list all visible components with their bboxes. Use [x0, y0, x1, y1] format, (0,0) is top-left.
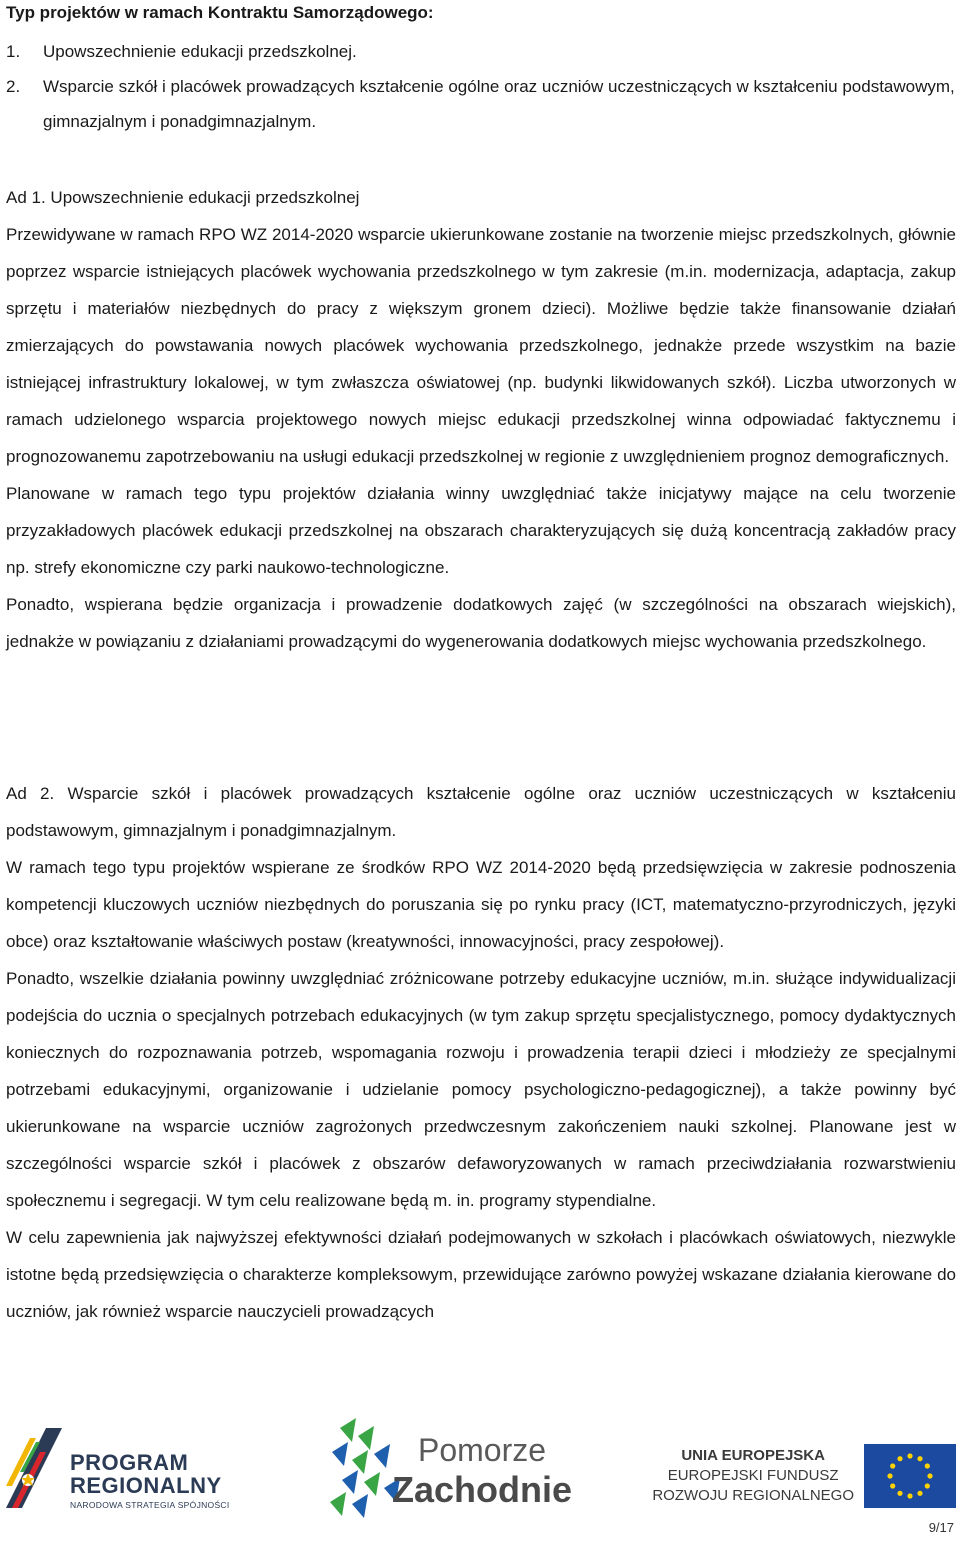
ue-logo-text [652, 1446, 854, 1506]
ue-logo-line3: ROZWOJU REGIONALNEGO [652, 1487, 854, 1504]
section-heading: Typ projektów w ramach Kontraktu Samorządowego: [6, 3, 434, 22]
list-item [6, 34, 956, 69]
ad1-section [6, 179, 956, 660]
list-item-text: Upowszechnienie edukacji przedszkolnej. [43, 42, 357, 61]
ad2-paragraph: W ramach tego typu projektów wspierane ze środków RPO WZ 2014-2020 będą przedsięwzięcia w zakresie podnoszenia kompetencji kluczowych uczniów niezbędnych do poruszania się po rynku pracy (ICT, matematyczno-przyrodniczych, języki obce) oraz kształtowanie właściwych postaw (kreatywności, innowacyjności, pracy zespołowej). [6, 858, 956, 951]
ad1-title: Ad 1. Upowszechnienie edukacji przedszkolnej [6, 188, 360, 207]
ad2-section [6, 775, 956, 1330]
project-type-list [6, 34, 956, 139]
ad2-paragraph: W celu zapewnienia jak najwyższej efektywności działań podejmowanych w szkołach i placówkach oświatowych, niezwykle istotne będą przedsięwzięcia o charakterze kompleksowym, przewidujące zarówno powyżej wskazane działania kierowane do uczniów, jak również wsparcie nauczycieli prowadzących [6, 1228, 956, 1321]
list-item-text: Wsparcie szkół i placówek prowadzących kształcenie ogólne oraz uczniów uczestniczących w kształceniu podstawowym, gimnazjalnym i ponadgimnazjalnym. [43, 77, 955, 131]
footer-logos [0, 1400, 960, 1546]
eu-flag-icon [864, 1444, 956, 1508]
program-regionalny-logo [6, 1428, 256, 1508]
program-logo-line2: REGIONALNY [70, 1473, 222, 1498]
unia-europejska-logo [650, 1440, 956, 1520]
program-regionalny-emblem-icon [6, 1428, 62, 1508]
ue-logo-line1: UNIA EUROPEJSKA [681, 1447, 825, 1464]
program-logo-line3: NARODOWA STRATEGIA SPÓJNOŚCI [70, 1500, 230, 1510]
pomorze-zachodnie-logo [322, 1410, 572, 1520]
pomorze-logo-line1: Pomorze [418, 1432, 547, 1468]
list-item-number: 1. [6, 42, 21, 61]
list-item [6, 69, 956, 139]
ue-logo-line2: EUROPEJSKI FUNDUSZ [667, 1467, 839, 1484]
list-item-number: 2. [6, 77, 21, 96]
program-logo-line1: PROGRAM [70, 1450, 189, 1475]
pomorze-logo-line2: Zachodnie [392, 1469, 573, 1510]
ad1-paragraph: Planowane w ramach tego typu projektów działania winny uwzględniać także inicjatywy mające na celu tworzenie przyzakładowych placówek edukacji przedszkolnej na obszarach charakteryzujących się dużą koncentracją zakładów pracy np. strefy ekonomiczne czy parki naukowo-technologiczne. [6, 484, 956, 577]
ad1-paragraph: Ponadto, wspierana będzie organizacja i prowadzenie dodatkowych zajęć (w szczególności na obszarach wiejskich), jednakże w powiązaniu z działaniami prowadzącymi do wygenerowania dodatkowych miejsc wychowania przedszkolnego. [6, 595, 956, 651]
ad2-paragraph: Ponadto, wszelkie działania powinny uwzględniać zróżnicowane potrzeby edukacyjne uczniów, m.in. służące indywidualizacji podejścia do ucznia o specjalnych potrzebach edukacyjnych (w tym zakup sprzętu specjalistycznego, pomocy dydaktycznych koniecznych do rozpoznawania potrzeb, wspomagania rozwoju i prowadzenia terapii dzieci i młodzieży ze specjalnymi potrzebami edukacyjnymi, organizowanie i udzielanie pomocy psychologiczno-pedagogicznej), a także powinny być ukierunkowane na wsparcie uczniów zagrożonych przedwczesnym zakończeniem nauki szkolnej. Planowane jest w szczególności wsparcie szkół i placówek z obszarów defaworyzowanych w ramach przeciwdziałania rozwarstwieniu społecznemu i segregacji. W tym celu realizowane będą m. in. programy stypendialne. [6, 969, 956, 1210]
ad1-paragraph: Przewidywane w ramach RPO WZ 2014-2020 wsparcie ukierunkowane zostanie na tworzenie miejsc przedszkolnych, głównie poprzez wsparcie istniejących placówek wychowania przedszkolnego w tym zakresie (m.in. modernizacja, adaptacja, zakup sprzętu i materiałów niezbędnych do pracy z większym gronem dzieci). Możliwe będzie także finansowanie działań zmierzających do powstawania nowych placówek wychowania przedszkolnego, jednakże przede wszystkim na bazie istniejącej infrastruktury lokalowej, w tym zwłaszcza oświatowej (np. budynki likwidowanych szkół). Liczba utworzonych w ramach udzielonego wsparcia projektowego nowych miejsc edukacji przedszkolnej winna odpowiadać faktycznemu i prognozowanemu zapotrzebowaniu na usługi edukacji przedszkolnej w regionie z uwzględnieniem prognoz demograficznych. [6, 225, 956, 466]
ad2-title: Ad 2. Wsparcie szkół i placówek prowadzących kształcenie ogólne oraz uczniów uczestniczących w kształceniu podstawowym, gimnazjalnym i ponadgimnazjalnym. [6, 784, 956, 840]
page-number: 9/17 [928, 1520, 954, 1535]
